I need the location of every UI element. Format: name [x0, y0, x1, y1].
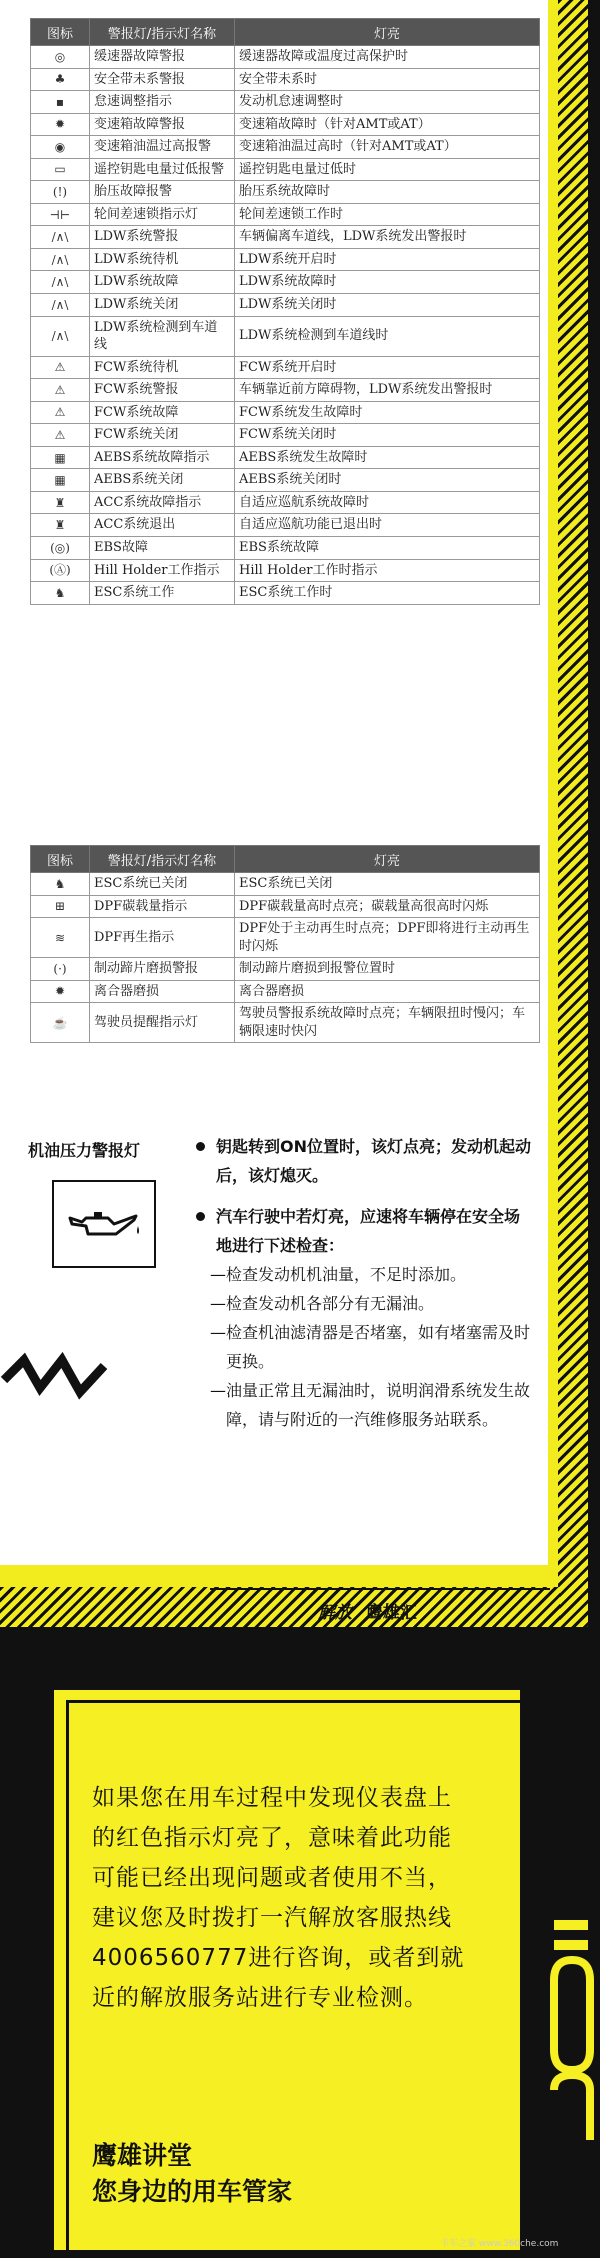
table-row [31, 424, 540, 447]
ldw-off-icon: /∧\ [31, 294, 90, 317]
col-icon: 图标 [31, 846, 90, 873]
promo-heading-1: 鹰雄讲堂 [92, 2141, 193, 2170]
table-row [31, 248, 540, 271]
light-description: FCW系统开启时 [235, 356, 540, 379]
promo-heading-2: 您身边的用车管家 [92, 2177, 293, 2206]
light-name: EBS故障 [90, 537, 235, 560]
light-description: DPF碳载量高时点亮；碳载量高很高时闪烁 [235, 895, 540, 918]
table-row [31, 113, 540, 136]
seatbelt-icon: ♣ [31, 68, 90, 91]
light-name: AEBS系统故障指示 [90, 446, 235, 469]
light-name: LDW系统检测到车道线 [90, 316, 235, 356]
hatch-decoration-bottom [0, 1587, 560, 1627]
table-row [31, 136, 540, 159]
table-row [31, 958, 540, 981]
light-name: 制动蹄片磨损警报 [90, 958, 235, 981]
brand-logo [318, 1598, 417, 1623]
light-name: 缓速器故障警报 [90, 46, 235, 69]
table-row [31, 559, 540, 582]
light-name: FCW系统关闭 [90, 424, 235, 447]
light-description: LDW系统故障时 [235, 271, 540, 294]
table-row [31, 226, 540, 249]
warning-light-table-2 [30, 845, 540, 1043]
signature-divider [210, 1588, 550, 1590]
esc-working-icon: ♞ [31, 582, 90, 605]
table-row [31, 203, 540, 226]
table-row [31, 46, 540, 69]
table-row [31, 294, 540, 317]
light-name: FCW系统警报 [90, 379, 235, 402]
check-list [194, 1260, 534, 1434]
light-name: DPF再生指示 [90, 918, 235, 958]
light-description: Hill Holder工作时指示 [235, 559, 540, 582]
light-name: LDW系统故障 [90, 271, 235, 294]
light-name: ESC系统工作 [90, 582, 235, 605]
light-description: 制动蹄片磨损到报警位置时 [235, 958, 540, 981]
table-row [31, 91, 540, 114]
col-desc: 灯亮 [235, 19, 540, 46]
retarder-fault-icon: ◎ [31, 46, 90, 69]
light-description: 变速箱故障时（针对AMT或AT） [235, 113, 540, 136]
light-name: ACC系统故障指示 [90, 491, 235, 514]
light-name: LDW系统待机 [90, 248, 235, 271]
fcw-fault-icon: ⚠ [31, 401, 90, 424]
table-row [31, 582, 540, 605]
brake-pad-icon: (·) [31, 958, 90, 981]
light-description: FCW系统关闭时 [235, 424, 540, 447]
light-name: ACC系统退出 [90, 514, 235, 537]
light-name: LDW系统关闭 [90, 294, 235, 317]
light-description: LDW系统检测到车道线时 [235, 316, 540, 356]
light-name: ESC系统已关闭 [90, 873, 235, 896]
table-row [31, 514, 540, 537]
table-row [31, 158, 540, 181]
light-description: 安全带未系时 [235, 68, 540, 91]
light-description: ESC系统已关闭 [235, 873, 540, 896]
light-name: 安全带未系警报 [90, 68, 235, 91]
light-name: FCW系统故障 [90, 401, 235, 424]
light-name: 轮间差速锁指示灯 [90, 203, 235, 226]
table-row [31, 918, 540, 958]
oil-pressure-icon-box [52, 1180, 156, 1268]
ebs-fault-icon: (◎) [31, 537, 90, 560]
dpf-regen-icon: ≋ [31, 918, 90, 958]
col-name: 警报灯/指示灯名称 [90, 19, 235, 46]
bullet-driving: 汽车行驶中若灯亮，应速将车辆停在安全场地进行下述检查： [194, 1202, 534, 1260]
yellow-border-bottom [0, 1565, 558, 1587]
squiggle-decoration [0, 1340, 130, 1420]
brand-logo-text: 解放 [318, 1603, 352, 1623]
table-row [31, 469, 540, 492]
table-row [31, 68, 540, 91]
table-row [31, 873, 540, 896]
idle-adjust-icon: ▪ [31, 91, 90, 114]
light-description: 自适应巡航功能已退出时 [235, 514, 540, 537]
watermark: 卡车之家 www.360che.com [440, 2239, 559, 2249]
light-name: LDW系统警报 [90, 226, 235, 249]
table-row [31, 401, 540, 424]
promo-body: 如果您在用车过程中发现仪表盘上的红色指示灯亮了，意味着此功能可能已经出现问题或者使用不当，建议您及时拨打一汽解放客服热线4006560777进行咨询，或者到就近的解放服务站进行专业检测。 [92, 1785, 465, 2011]
table-row [31, 316, 540, 356]
oil-can-icon [64, 1204, 144, 1244]
fcw-standby-icon: ⚠ [31, 356, 90, 379]
table-row [31, 1003, 540, 1043]
driver-alert-icon: ☕ [31, 1003, 90, 1043]
light-name: 变速箱故障警报 [90, 113, 235, 136]
light-name: DPF碳载量指示 [90, 895, 235, 918]
oil-check-instructions [194, 1132, 534, 1434]
light-name: FCW系统待机 [90, 356, 235, 379]
acc-fault-icon: ♜ [31, 491, 90, 514]
tire-pressure-icon: (!) [31, 181, 90, 204]
promo-heading [92, 2138, 292, 2210]
light-description: 车辆偏离车道线，LDW系统发出警报时 [235, 226, 540, 249]
table-row [31, 537, 540, 560]
table-header-row [31, 19, 540, 46]
check-item: —检查发动机各部分有无漏油。 [210, 1294, 435, 1313]
light-description: LDW系统关闭时 [235, 294, 540, 317]
gearbox-oil-temp-icon: ◉ [31, 136, 90, 159]
ldw-alarm-icon: /∧\ [31, 226, 90, 249]
table-row [31, 356, 540, 379]
light-description: FCW系统发生故障时 [235, 401, 540, 424]
light-description: AEBS系统关闭时 [235, 469, 540, 492]
acc-exit-icon: ♜ [31, 514, 90, 537]
ldw-standby-icon: /∧\ [31, 248, 90, 271]
light-description: ESC系统工作时 [235, 582, 540, 605]
light-description: LDW系统开启时 [235, 248, 540, 271]
warning-light-table-1 [30, 18, 540, 605]
light-description: 胎压系统故障时 [235, 181, 540, 204]
table-row [31, 491, 540, 514]
ldw-fault-icon: /∧\ [31, 271, 90, 294]
light-name: AEBS系统关闭 [90, 469, 235, 492]
table-row [31, 446, 540, 469]
oil-pressure-title: 机油压力警报灯 [28, 1141, 141, 1160]
hatch-decoration-right [558, 0, 588, 1627]
brand-name: 鹰雄汇 [365, 1603, 417, 1623]
aebs-off-icon: ▦ [31, 469, 90, 492]
gearbox-fault-icon: ✹ [31, 113, 90, 136]
light-description: 变速箱油温过高时（针对AMT或AT） [235, 136, 540, 159]
light-name: 胎压故障报警 [90, 181, 235, 204]
light-description: 发动机怠速调整时 [235, 91, 540, 114]
light-description: EBS系统故障 [235, 537, 540, 560]
light-description: DPF处于主动再生时点亮；DPF即将进行主动再生时闪烁 [235, 918, 540, 958]
table-row [31, 980, 540, 1003]
light-name: Hill Holder工作指示 [90, 559, 235, 582]
check-item: —检查机油滤清器是否堵塞，如有堵塞需及时更换。 [210, 1323, 531, 1371]
side-stripes-decoration [540, 1900, 600, 2160]
table-row [31, 895, 540, 918]
remote-key-battery-icon: ▭ [31, 158, 90, 181]
check-item: —检查发动机机油量，不足时添加。 [210, 1265, 467, 1284]
fcw-off-icon: ⚠ [31, 424, 90, 447]
table-row [31, 271, 540, 294]
light-description: AEBS系统发生故障时 [235, 446, 540, 469]
diff-lock-icon: ⊣⊢ [31, 203, 90, 226]
light-name: 变速箱油温过高报警 [90, 136, 235, 159]
light-description: 驾驶员警报系统故障时点亮；车辆限扭时慢闪；车辆限速时快闪 [235, 1003, 540, 1043]
yellow-border-right [548, 0, 558, 1565]
esc-off-icon: ♞ [31, 873, 90, 896]
light-description: 自适应巡航系统故障时 [235, 491, 540, 514]
col-desc: 灯亮 [235, 846, 540, 873]
col-name: 警报灯/指示灯名称 [90, 846, 235, 873]
light-description: 车辆靠近前方障碍物，LDW系统发出警报时 [235, 379, 540, 402]
table-row [31, 181, 540, 204]
col-icon: 图标 [31, 19, 90, 46]
hill-holder-icon: (Ⓐ) [31, 559, 90, 582]
light-description: 离合器磨损 [235, 980, 540, 1003]
light-name: 怠速调整指示 [90, 91, 235, 114]
table-row [31, 379, 540, 402]
clutch-wear-icon: ✹ [31, 980, 90, 1003]
table-header-row [31, 846, 540, 873]
light-name: 遥控钥匙电量过低报警 [90, 158, 235, 181]
dots-decoration [70, 2225, 170, 2253]
check-item: —油量正常且无漏油时，说明润滑系统发生故障，请与附近的一汽维修服务站联系。 [210, 1381, 531, 1429]
aebs-fault-icon: ▦ [31, 446, 90, 469]
light-description: 轮间差速锁工作时 [235, 203, 540, 226]
light-name: 离合器磨损 [90, 980, 235, 1003]
dpf-load-icon: ⊞ [31, 895, 90, 918]
ldw-detect-icon: /∧\ [31, 316, 90, 356]
light-name: 驾驶员提醒指示灯 [90, 1003, 235, 1043]
light-description: 缓速器故障或温度过高保护时 [235, 46, 540, 69]
light-description: 遥控钥匙电量过低时 [235, 158, 540, 181]
bullet-key-on: 钥匙转到ON位置时，该灯点亮；发动机起动后，该灯熄灭。 [194, 1132, 534, 1190]
fcw-alarm-icon: ⚠ [31, 379, 90, 402]
